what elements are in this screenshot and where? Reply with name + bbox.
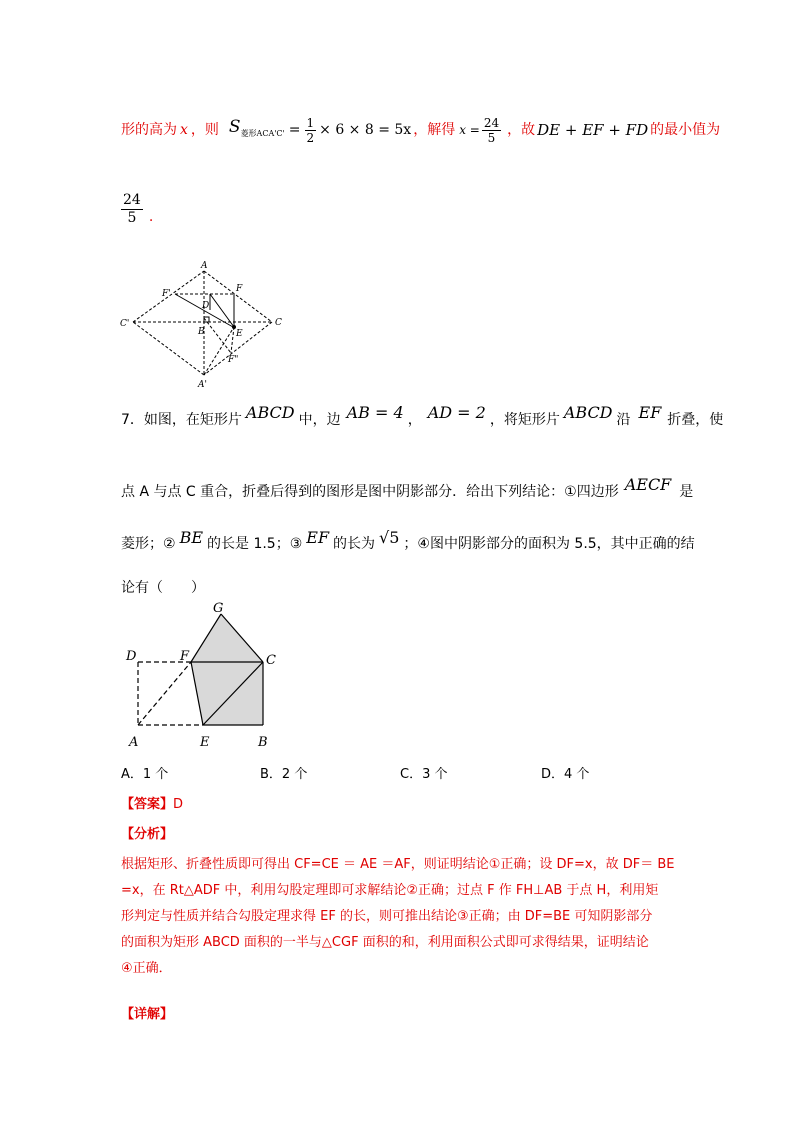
question-text: 的长是 1.5；③ [207, 536, 303, 552]
answer-tag: 【答案】 [121, 797, 174, 812]
solution-text: 的最小值为 [650, 122, 721, 138]
question-text: 点 A 与点 C 重合，折叠后得到的图形是图中阴影部分．给出下列结论：①四边形 [121, 484, 619, 500]
option-b[interactable]: B．2 个 [260, 767, 308, 782]
math-ABCD: ABCD [245, 403, 295, 422]
option-c[interactable]: C．3 个 [400, 767, 448, 782]
rectangle-fold-figure [118, 602, 288, 752]
period: . [148, 208, 154, 225]
label-A-prime: A' [198, 380, 207, 390]
detail-tag: 【详解】 [121, 1007, 174, 1022]
label-F: F [180, 649, 190, 664]
label-F: F [236, 284, 243, 294]
solution-text: ，则 [190, 122, 219, 138]
label-B: B [198, 327, 205, 337]
solution-line-1 [121, 112, 720, 148]
label-C: C [275, 318, 282, 328]
analysis-tag: 【分析】 [121, 827, 174, 842]
fraction-half: $\frac{1}{2}$ [306, 115, 315, 145]
answer-value: D [173, 797, 184, 812]
area-symbol: $S_{菱形ACA'C'}$ [228, 116, 285, 138]
analysis-line: ④正确． [121, 961, 172, 976]
segment-AF [138, 662, 191, 725]
math-AECF: AECF [624, 475, 672, 494]
math-EF: EF [638, 403, 662, 422]
label-D: D [202, 301, 210, 311]
label-C: C [266, 653, 276, 668]
rhombus-figure [118, 258, 293, 393]
label-A: A [201, 261, 208, 271]
question-text: 的长为 [333, 536, 376, 552]
solution-text: ，解得 [413, 122, 456, 138]
label-A: A [129, 735, 139, 750]
edge-A-prime-C-prime [133, 322, 204, 375]
math-AB: AB = 4 [346, 403, 404, 422]
question-7-line-1 [121, 402, 723, 438]
question-text: 沿 [616, 412, 631, 428]
analysis-line: 的面积为矩形 ABCD 面积的一半与△CGF 面积的和，利用面积公式即可求得结果，证明结论 [121, 935, 649, 950]
math-variable-x: x [180, 122, 188, 138]
label-G: G [213, 602, 224, 616]
option-a[interactable]: A．1 个 [121, 767, 169, 782]
question-text: 7．如图，在矩形片 [121, 412, 242, 428]
solution-text: ，故 [507, 122, 536, 138]
math-ABCD-2: ABCD [563, 403, 613, 422]
edge-AC [204, 271, 272, 322]
label-B: B [258, 735, 268, 750]
label-F-dprime: F" [228, 355, 239, 365]
question-text: 论有（ ） [121, 580, 205, 596]
math-EF: EF [306, 528, 330, 547]
analysis-line: 形判定与性质并结合勾股定理求得 EF 的长，则可推出结论③正确；由 DF=BE 可知阴影部分 [121, 909, 653, 924]
fraction-final: $\frac{24}{5}$ [123, 192, 141, 226]
fraction-answer: $\frac{24}{5}$ [483, 115, 500, 145]
shaded-region [191, 614, 263, 725]
question-text: ，将矩形片 [489, 412, 560, 428]
x-equals: x = [459, 123, 480, 137]
math-sqrt5: √5 [379, 528, 400, 547]
question-text: 是 [679, 484, 694, 500]
math-BE: BE [179, 528, 203, 547]
label-E: E [236, 329, 243, 339]
question-text: 中，边 [298, 412, 341, 428]
label-F-prime: F' [162, 289, 171, 299]
answer-line [121, 793, 183, 812]
product-expression: × 6 × 8 = 5x [319, 122, 412, 138]
equals-sign: = [288, 122, 301, 138]
label-D: D [126, 649, 137, 664]
question-7-line-2 [121, 474, 693, 510]
question-7-line-4 [121, 578, 205, 598]
solution-line-2 [121, 192, 153, 227]
question-7-line-3 [121, 526, 695, 562]
question-text: 折叠，使 [667, 412, 724, 428]
label-E: E [200, 735, 210, 750]
solution-text: 形的高为 [121, 122, 177, 138]
analysis-line: =x，在 Rt△ADF 中，利用勾股定理即可求解结论②正确；过点 F 作 FH⊥AB 于点 H，利用矩 [121, 883, 659, 898]
question-text: ， [407, 412, 422, 428]
analysis-body [121, 852, 675, 982]
math-AD: AD = 2 [427, 403, 486, 422]
option-d[interactable]: D．4 个 [541, 767, 590, 782]
question-text: 菱形；② [121, 536, 176, 552]
question-text: ；④图中阴影部分的面积为 5.5，其中正确的结 [403, 536, 695, 552]
analysis-line: 根据矩形、折叠性质即可得出 CF=CE ＝ AE ＝AF，则证明结论①正确；设 DF=x，故 DF＝ BE [121, 857, 675, 872]
sum-expression: DE + EF + FD [537, 121, 649, 139]
label-C-prime: C' [120, 319, 130, 329]
